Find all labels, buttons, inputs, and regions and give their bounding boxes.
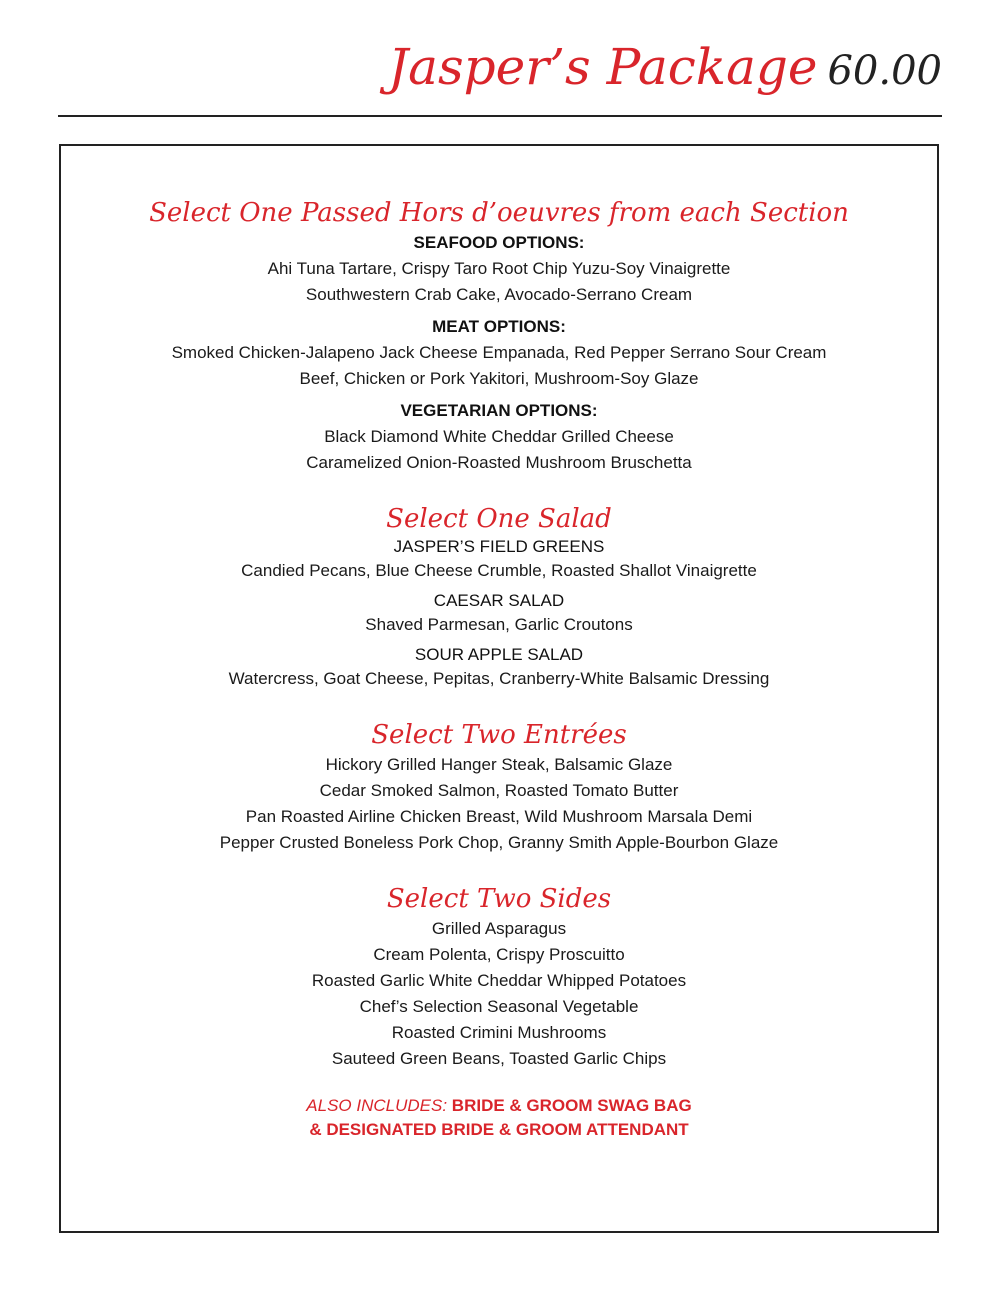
entree-item: Cedar Smoked Salmon, Roasted Tomato Butter xyxy=(319,781,679,800)
side-item: Sauteed Green Beans, Toasted Garlic Chips xyxy=(331,1049,667,1068)
hors-section-title: Select One Passed Hors d’oeuvres from each Section xyxy=(149,198,849,228)
package-name: Jasper’s Package xyxy=(388,38,818,96)
side-item: Roasted Crimini Mushrooms xyxy=(391,1023,607,1042)
swag-bag-text: BRIDE & GROOM SWAG BAG xyxy=(451,1096,692,1115)
salad-description: Watercress, Goat Cheese, Pepitas, Cranberry-White Balsamic Dressing xyxy=(228,669,770,688)
salad-name: CAESAR SALAD xyxy=(433,591,565,610)
side-item: Cream Polenta, Crispy Proscuitto xyxy=(373,945,625,964)
menu-item: Black Diamond White Cheddar Grilled Cheese xyxy=(324,427,674,446)
salad-description: Shaved Parmesan, Garlic Croutons xyxy=(365,615,633,634)
menu-item: Ahi Tuna Tartare, Crispy Taro Root Chip Yuzu-Soy Vinaigrette xyxy=(267,259,731,278)
salad-section-title: Select One Salad xyxy=(386,504,612,534)
vegetarian-options-heading: VEGETARIAN OPTIONS: xyxy=(400,401,598,420)
entree-item: Hickory Grilled Hanger Steak, Balsamic Glaze xyxy=(325,755,673,774)
side-item: Grilled Asparagus xyxy=(431,919,567,938)
seafood-options-heading: SEAFOOD OPTIONS: xyxy=(413,233,585,252)
package-title xyxy=(388,38,942,96)
also-includes-line-1 xyxy=(61,1094,937,1118)
entree-item: Pepper Crusted Boneless Pork Chop, Granny Smith Apple-Bourbon Glaze xyxy=(219,833,779,852)
menu-item: Beef, Chicken or Pork Yakitori, Mushroom-Soy Glaze xyxy=(299,369,699,388)
sides-section-title: Select Two Sides xyxy=(386,884,612,914)
side-item: Chef’s Selection Seasonal Vegetable xyxy=(359,997,639,1016)
menu-content xyxy=(61,196,937,1142)
header-divider xyxy=(58,115,942,117)
menu-item: Caramelized Onion-Roasted Mushroom Bruschetta xyxy=(306,453,692,472)
menu-panel xyxy=(59,144,939,1233)
also-includes-lead: ALSO INCLUDES: xyxy=(306,1096,448,1115)
entree-item: Pan Roasted Airline Chicken Breast, Wild Mushroom Marsala Demi xyxy=(245,807,753,826)
entrees-section-title: Select Two Entrées xyxy=(371,720,627,750)
menu-item: Southwestern Crab Cake, Avocado-Serrano Cream xyxy=(305,285,693,304)
menu-item: Smoked Chicken-Jalapeno Jack Cheese Empanada, Red Pepper Serrano Sour Cream xyxy=(171,343,827,362)
side-item: Roasted Garlic White Cheddar Whipped Potatoes xyxy=(311,971,687,990)
meat-options-heading: MEAT OPTIONS: xyxy=(432,317,566,336)
salad-name: JASPER’S FIELD GREENS xyxy=(393,537,605,556)
also-includes-note xyxy=(61,1094,937,1142)
salad-name: SOUR APPLE SALAD xyxy=(414,645,584,664)
also-includes-line-2: & DESIGNATED BRIDE & GROOM ATTENDANT xyxy=(309,1120,689,1139)
salad-description: Candied Pecans, Blue Cheese Crumble, Roasted Shallot Vinaigrette xyxy=(241,561,757,580)
package-price: 60.00 xyxy=(827,48,942,94)
